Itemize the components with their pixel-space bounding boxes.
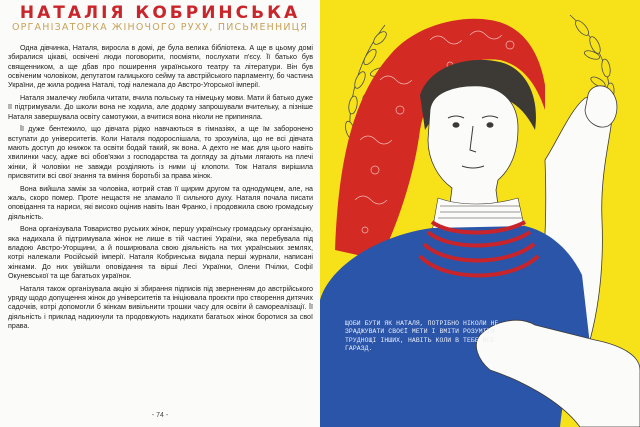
paragraph: Одна дівчинка, Наталя, виросла в домі, де була велика бібліотека. А ще в цьому домі збиралися цікаві, освічені люди поговорити, посміяти, послухати п'єсу. Її батько був священником, а ще дбав про поширення українського театру та літератури. Він був освіченим чоловіком, депутатом галицького сейму та австрійського парламенту, бо частина України, де жила родина Наталі, тоді належала до Австро-Угорської імперії. <box>8 44 313 90</box>
article-body <box>8 44 313 335</box>
portrait-illustration <box>320 0 640 427</box>
page-subtitle: ОРГАНІЗАТОРКА ЖІНОЧОГО РУХУ, ПИСЬМЕННИЦЯ <box>11 22 309 33</box>
face <box>428 86 518 207</box>
paragraph: Наталя також організувала акцію зі збирання підписів під зверненням до австрійського уряду щодо допущення жінок до університетів та ініціювала проєкти про створення дитячих садочків, котрі допомогли б жінкам вивільнити трошки часу для освіти й самореалізації. Її діяльність і приклад надихнули та продовжують надихати багатьох жінок боротися за свої права. <box>8 284 313 331</box>
quote-caption: ЩОБИ БУТИ ЯК НАТАЛЯ, ПОТРІБНО НІКОЛИ НЕ ЗРАДЖУВАТИ СВОЄЇ МЕТИ І ВМІТИ РОЗУМІТИ ТРУДНОЩІ ІНШИХ, НАВІТЬ КОЛИ В ТЕБЕ ВСЕ ГАРАЗД. <box>345 320 499 352</box>
paragraph: Її дуже бентежило, що дівчата рідко навчаються в гімназіях, а ще їм заборонено вступати до університетів. Коли Наталя подорослішала, то зрозуміла, що не всі дівчата мають доступ до книжок та освіти бодай такий, як вона. А дехто не має для цього навіть хвилинки часу, адже всі обов'язки з господарства та догляду за дітьми лягають на плечі жінки, й чоловіки не завжди розділяють із ними ці клопоти. Тож Наталя вирішила присвятити всі свої знання та вміння боротьбі за права жінок. <box>8 125 313 181</box>
paragraph: Вона організувала Товариство руських жінок, першу українську громадську організацію, яка надихала й підтримувала жінок не лише в тій частині України, яка перебувала під владою Австро-Угорщини, а й поширювала свою діяльність на тих українських землях, котрі належали Російській імперії. Наталя Кобринська видала перші журнали, написані жінками. До них увійшли оповідання та вірші Лесі Українки, Олени Пчілки, Софії Окуневської та ще багатьох українок. <box>8 225 313 281</box>
page-title: НАТАЛІЯ КОБРИНСЬКА <box>19 3 301 23</box>
paragraph: Вона вийшла заміж за чоловіка, котрий став її щирим другом та однодумцем, але, на жаль, скоро помер. Проте нещастя не зламало її сильного духу. Наталя почала писати оповідання та нариси, які високо оцінив навіть Іван Франко, і продовжила свою громадську діяльність. <box>8 184 313 221</box>
raised-fist <box>585 86 617 127</box>
page-number: - 74 - <box>151 412 169 419</box>
paragraph: Наталя змалечку любила читати, вчила польську та німецьку мови. Мати й батько дуже її підтримували. До школи вона не ходила, але додому запрошували вчительку, а пізніше Наталя завершувала освіту самотужки, а вчитися вона ніколи не припиняла. <box>8 94 313 121</box>
illustration-page <box>320 0 640 427</box>
